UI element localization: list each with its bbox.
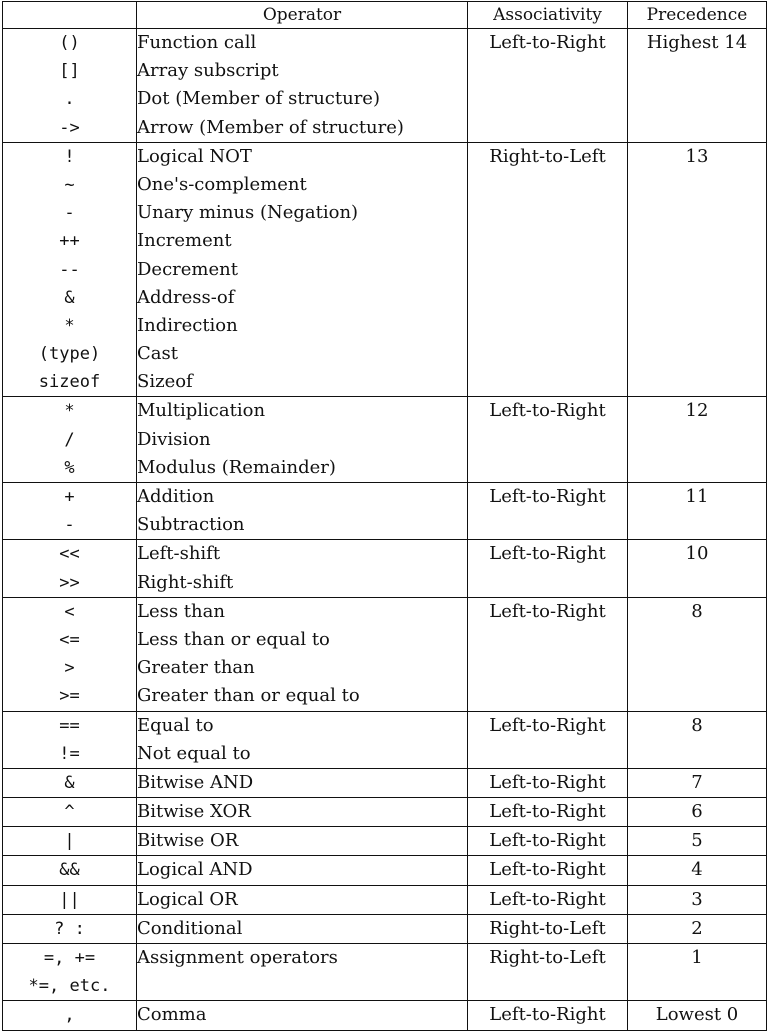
associativity-cell xyxy=(468,768,628,797)
precedence-cell xyxy=(628,483,767,540)
associativity-cell xyxy=(468,142,628,397)
operator-symbol: . xyxy=(64,89,75,110)
operator-name: Logical NOT xyxy=(137,145,252,167)
operator-name: Greater than xyxy=(137,657,255,679)
operator-symbol: == xyxy=(59,715,80,736)
operator-name-cell xyxy=(137,711,468,768)
precedence-value: 7 xyxy=(691,771,703,793)
table-body xyxy=(3,29,767,1031)
table-row xyxy=(3,540,767,597)
table-row xyxy=(3,1001,767,1030)
operator-name-cell xyxy=(137,597,468,711)
operator-name-cell xyxy=(137,798,468,827)
operator-name: Not equal to xyxy=(137,742,251,764)
operator-name-cell xyxy=(137,914,468,943)
operator-name-cell xyxy=(137,29,468,143)
operator-symbol: >= xyxy=(59,686,80,707)
operator-name: Right-shift xyxy=(137,571,234,593)
operator-name: Bitwise AND xyxy=(137,771,254,793)
associativity-cell xyxy=(468,597,628,711)
precedence-value: 8 xyxy=(691,600,703,622)
associativity-cell xyxy=(468,856,628,885)
table-header xyxy=(3,2,767,29)
precedence-cell xyxy=(628,885,767,914)
precedence-cell xyxy=(628,540,767,597)
operator-name-cell xyxy=(137,540,468,597)
operator-name-cell xyxy=(137,827,468,856)
precedence-cell xyxy=(628,711,767,768)
associativity-cell xyxy=(468,798,628,827)
operator-symbol: - xyxy=(64,203,75,224)
operator-symbol: || xyxy=(59,889,80,910)
operator-symbol-cell xyxy=(3,540,137,597)
table-row xyxy=(3,711,767,768)
operator-name: Logical AND xyxy=(137,859,253,881)
precedence-cell xyxy=(628,856,767,885)
operator-symbol: ? : xyxy=(54,918,85,939)
operator-symbol-cell xyxy=(3,914,137,943)
operator-name: Greater than or equal to xyxy=(137,685,360,707)
operator-symbol-cell xyxy=(3,798,137,827)
operator-name: Addition xyxy=(137,486,215,507)
associativity-cell xyxy=(468,397,628,483)
precedence-value: 11 xyxy=(685,486,709,507)
operator-name: Conditional xyxy=(137,917,243,939)
operator-name: Function call xyxy=(137,32,257,53)
table-row xyxy=(3,944,767,1001)
operator-symbol: <= xyxy=(59,629,80,650)
operator-name: Unary minus (Negation) xyxy=(137,202,359,224)
precedence-cell xyxy=(628,597,767,711)
operator-symbol: -> xyxy=(59,117,80,138)
associativity-value: Left-to-Right xyxy=(489,1004,606,1026)
precedence-value: 3 xyxy=(691,888,703,910)
header-precedence: Precedence xyxy=(628,2,767,29)
associativity-cell xyxy=(468,483,628,540)
table-row xyxy=(3,597,767,711)
operator-name-cell xyxy=(137,944,468,1001)
operator-symbol: & xyxy=(64,287,75,308)
associativity-value: Left-to-Right xyxy=(489,600,606,622)
precedence-cell xyxy=(628,798,767,827)
operator-name-cell xyxy=(137,483,468,540)
associativity-cell xyxy=(468,1001,628,1030)
associativity-cell xyxy=(468,711,628,768)
associativity-value: Left-to-Right xyxy=(489,830,606,852)
precedence-cell xyxy=(628,397,767,483)
operator-precedence-table xyxy=(2,1,767,1031)
operator-symbol-cell xyxy=(3,142,137,397)
table-row xyxy=(3,397,767,483)
operator-symbol: - xyxy=(64,515,75,536)
operator-name: One's-complement xyxy=(137,173,307,195)
operator-name: Cast xyxy=(137,343,178,365)
operator-name-cell xyxy=(137,142,468,397)
header-row xyxy=(3,2,767,29)
operator-symbol: << xyxy=(59,544,80,565)
operator-name: Less than or equal to xyxy=(137,628,330,650)
precedence-value: 8 xyxy=(691,714,703,736)
operator-symbol: + xyxy=(64,487,75,507)
precedence-cell xyxy=(628,768,767,797)
operator-symbol: & xyxy=(64,772,75,793)
associativity-cell xyxy=(468,827,628,856)
operator-symbol-cell xyxy=(3,944,137,1001)
operator-name: Sizeof xyxy=(137,371,193,393)
operator-name: Comma xyxy=(137,1004,207,1026)
operator-symbol-cell xyxy=(3,597,137,711)
operator-symbol: () xyxy=(59,33,80,53)
operator-name: Bitwise XOR xyxy=(137,801,251,823)
operator-name: Logical OR xyxy=(137,888,238,910)
table-row xyxy=(3,798,767,827)
associativity-value: Left-to-Right xyxy=(489,859,606,881)
associativity-value: Right-to-Left xyxy=(489,145,606,167)
precedence-cell xyxy=(628,944,767,1001)
associativity-value: Left-to-Right xyxy=(489,486,606,507)
operator-name: Left-shift xyxy=(137,543,221,565)
operator-symbol: / xyxy=(64,429,75,450)
operator-symbol: , xyxy=(64,1005,75,1026)
operator-symbol: * xyxy=(64,315,75,336)
operator-name: Increment xyxy=(137,230,232,252)
table-row xyxy=(3,827,767,856)
operator-symbol-cell xyxy=(3,856,137,885)
operator-name: Equal to xyxy=(137,714,214,736)
operator-name: Modulus (Remainder) xyxy=(137,456,336,478)
precedence-sheet xyxy=(2,1,766,1031)
operator-symbol: ^ xyxy=(64,802,75,823)
precedence-value: 13 xyxy=(685,145,709,167)
operator-name-cell xyxy=(137,885,468,914)
operator-name: Assignment operators xyxy=(137,947,338,968)
table-row xyxy=(3,483,767,540)
operator-name: Division xyxy=(137,428,211,450)
operator-name: Dot (Member of structure) xyxy=(137,88,380,110)
operator-name: Subtraction xyxy=(137,514,245,536)
precedence-value: 4 xyxy=(691,859,703,881)
associativity-cell xyxy=(468,540,628,597)
associativity-value: Left-to-Right xyxy=(489,714,606,736)
associativity-value: Left-to-Right xyxy=(489,32,606,53)
operator-symbol-cell xyxy=(3,885,137,914)
operator-symbol: (type) xyxy=(38,344,101,365)
precedence-cell xyxy=(628,914,767,943)
operator-symbol: | xyxy=(64,831,75,852)
associativity-value: Left-to-Right xyxy=(489,888,606,910)
header-associativity: Associativity xyxy=(468,2,628,29)
table-row xyxy=(3,142,767,397)
table-row xyxy=(3,914,767,943)
associativity-value: Right-to-Left xyxy=(489,917,606,939)
operator-symbol-cell xyxy=(3,29,137,143)
operator-symbol-cell xyxy=(3,711,137,768)
operator-symbol: && xyxy=(59,860,80,881)
operator-name: Array subscript xyxy=(137,60,279,82)
operator-symbol: =, += xyxy=(43,948,96,968)
precedence-cell xyxy=(628,29,767,143)
associativity-cell xyxy=(468,29,628,143)
associativity-value: Left-to-Right xyxy=(489,801,606,823)
operator-name: Less than xyxy=(137,600,225,622)
precedence-value: Lowest 0 xyxy=(655,1004,739,1026)
table-row xyxy=(3,768,767,797)
operator-name-cell xyxy=(137,768,468,797)
operator-name: Decrement xyxy=(137,258,238,280)
operator-symbol: > xyxy=(64,658,75,679)
operator-symbol: sizeof xyxy=(38,372,101,393)
operator-symbol-cell xyxy=(3,397,137,483)
operator-symbol: ++ xyxy=(59,231,80,252)
associativity-value: Left-to-Right xyxy=(489,771,606,793)
operator-symbol: *=, etc. xyxy=(28,976,111,997)
precedence-cell xyxy=(628,1001,767,1030)
operator-symbol: < xyxy=(64,601,75,622)
table-row xyxy=(3,29,767,143)
operator-name: Arrow (Member of structure) xyxy=(137,116,404,138)
operator-symbol: ~ xyxy=(64,174,75,195)
associativity-value: Right-to-Left xyxy=(489,947,606,968)
associativity-value: Left-to-Right xyxy=(489,400,606,422)
associativity-cell xyxy=(468,885,628,914)
operator-symbol: * xyxy=(64,401,75,422)
operator-symbol: >> xyxy=(59,572,80,593)
associativity-cell xyxy=(468,914,628,943)
operator-symbol: % xyxy=(64,457,75,478)
precedence-cell xyxy=(628,827,767,856)
precedence-value: 12 xyxy=(685,400,709,422)
associativity-cell xyxy=(468,944,628,1001)
operator-symbol: -- xyxy=(59,259,80,280)
operator-name: Multiplication xyxy=(137,400,266,422)
operator-symbol-cell xyxy=(3,1001,137,1030)
table-row xyxy=(3,885,767,914)
header-symbol xyxy=(3,2,137,29)
operator-name-cell xyxy=(137,397,468,483)
associativity-value: Left-to-Right xyxy=(489,543,606,565)
header-operator: Operator xyxy=(137,2,468,29)
operator-name-cell xyxy=(137,1001,468,1030)
precedence-value: 2 xyxy=(691,917,703,939)
precedence-value: 1 xyxy=(691,947,703,968)
operator-name: Indirection xyxy=(137,314,238,336)
operator-name-cell xyxy=(137,856,468,885)
operator-symbol: [] xyxy=(59,61,80,82)
precedence-value: 10 xyxy=(685,543,709,565)
operator-symbol: ! xyxy=(64,146,75,167)
precedence-value: Highest 14 xyxy=(646,32,748,53)
precedence-cell xyxy=(628,142,767,397)
precedence-value: 5 xyxy=(691,830,703,852)
operator-symbol-cell xyxy=(3,827,137,856)
precedence-value: 6 xyxy=(691,801,703,823)
operator-name: Address-of xyxy=(137,286,235,308)
operator-symbol-cell xyxy=(3,768,137,797)
operator-name: Bitwise OR xyxy=(137,830,239,852)
table-row xyxy=(3,856,767,885)
operator-symbol-cell xyxy=(3,483,137,540)
operator-symbol: != xyxy=(59,743,80,764)
